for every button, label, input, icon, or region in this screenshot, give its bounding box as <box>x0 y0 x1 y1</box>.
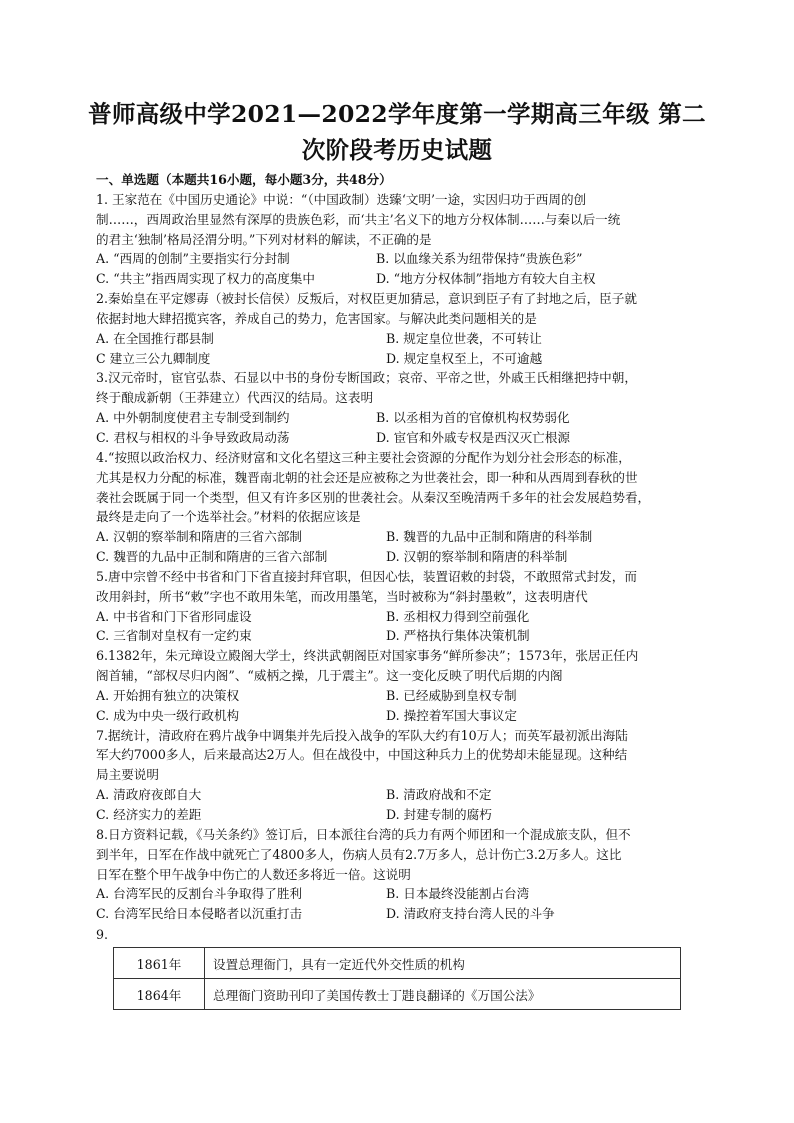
option-d: D. 操控着军国大事议定 <box>386 707 517 723</box>
option-row <box>96 805 702 825</box>
question-6 <box>96 646 702 725</box>
option-a: A. 清政府夜郎自大 <box>96 787 202 803</box>
option-d: D. 宦官和外戚专权是西汉灭亡根源 <box>376 429 570 445</box>
option-a: A. 中书省和门下省形同虚设 <box>96 608 252 624</box>
question-line: 尤其是权力分配的标准，魏晋南北朝的社会还是应被称之为世袭社会，即一种和从西周到春秋的世 <box>96 469 638 485</box>
question-7 <box>96 726 702 825</box>
option-a: A. 开始拥有独立的决策权 <box>96 687 240 703</box>
option-b: B. 魏晋的九品中正制和隋唐的科举制 <box>386 529 593 545</box>
question-line: 2.秦始皇在平定嫪毐（被封长信侯）反叛后，对权臣更加猜忌，意识到臣子有了封地之后，臣子就 <box>96 291 637 307</box>
option-a: A. “西周的创制”主要指实行分封制 <box>96 251 290 267</box>
option-a: A. 汉朝的察举制和隋唐的三省六部制 <box>96 529 303 545</box>
question-list <box>96 170 702 924</box>
title-line-1: 普师高级中学2021—2022学年度第一学期高三年级 第二 <box>88 100 706 128</box>
option-c: C. 君权与相权的斗争导致政局动荡 <box>96 429 290 445</box>
option-row <box>96 547 702 567</box>
question-line: 制……，西周政治里显然有深厚的贵族色彩，而‘共主’名义下的地方分权体制……与秦以后一统 <box>96 211 621 227</box>
option-d: D. 清政府支持台湾人民的斗争 <box>386 906 555 922</box>
option-d: D. 规定皇权至上，不可逾越 <box>386 350 543 366</box>
option-a: A. 在全国推行郡县制 <box>96 330 214 346</box>
question-line: 7.据统计，清政府在鸦片战争中调集并先后投入战争的军队大约有10万人；而英军最初派出海陆 <box>96 727 628 743</box>
option-row <box>96 269 702 289</box>
option-c: C. “共主”指西周实现了权力的高度集中 <box>96 271 315 287</box>
event-cell: 总理衙门资助刊印了美国传教士丁韪良翻译的《万国公法》 <box>205 979 681 1010</box>
question-5 <box>96 567 702 646</box>
table-row <box>114 979 681 1010</box>
option-row <box>96 408 702 428</box>
question-line: 3.汉元帝时，宦官弘恭、石显以中书的身份专断国政；哀帝、平帝之世，外戚王氏相继把持中朝， <box>96 370 637 386</box>
option-b: B. 丞相权力得到空前强化 <box>386 608 530 624</box>
question-8 <box>96 825 702 924</box>
title-line-2: 次阶段考历史试题 <box>301 136 493 164</box>
question-line: 1. 王家范在《中国历史通论》中说：“（中国政制）迭臻‘文明’一途，实因归功于西周的创 <box>96 191 587 207</box>
question-2 <box>96 289 702 368</box>
option-row <box>96 329 702 349</box>
option-d: D. 汉朝的察举制和隋唐的科举制 <box>386 549 568 565</box>
question-line: 6.1382年，朱元璋设立殿阁大学士，终洪武朝阁臣对国家事务“鲜所参决”；1573年，张居正任内 <box>96 648 639 664</box>
exam-title <box>0 96 794 168</box>
option-row <box>96 607 702 627</box>
question-line: 阁首辅，“部权尽归内阁”、“威柄之操，几于震主”。这一变化反映了明代后期的内阁 <box>96 668 563 684</box>
option-row <box>96 904 702 924</box>
section-heading: 一、单选题（本题共16小题，每小题3分，共48分） <box>96 172 392 187</box>
option-d: D. 封建专制的腐朽 <box>386 807 492 822</box>
option-row <box>96 785 702 805</box>
option-b: B. 日本最终没能割占台湾 <box>386 886 530 902</box>
option-b: B. 以血缘关系为纽带保持“贵族色彩” <box>376 251 583 267</box>
question-line: 4.“按照以政治权力、经济财富和文化名望这三种主要社会资源的分配作为划分社会形态的标准， <box>96 449 631 465</box>
option-row <box>96 349 702 369</box>
question-3 <box>96 368 702 447</box>
option-b: B. 已经威胁到皇权专制 <box>386 687 517 703</box>
question-line: 日军在整个甲午战争中伤亡的人数还多将近一倍。这说明 <box>96 866 411 882</box>
question-line: 的君主‘独制’格局泾渭分明。”下列对材料的解读，不正确的是 <box>96 231 432 247</box>
event-cell: 设置总理衙门，具有一定近代外交性质的机构 <box>205 948 681 979</box>
option-c: C 建立三公九卿制度 <box>96 350 211 366</box>
year-cell: 1861年 <box>114 948 205 979</box>
option-row <box>96 626 702 646</box>
option-c: C. 魏晋的九品中正制和隋唐的三省六部制 <box>96 549 328 565</box>
question-line: 终于酿成新朝（王莽建立）代西汉的结局。这表明 <box>96 390 374 406</box>
option-d: D. “地方分权体制”指地方有较大自主权 <box>376 271 596 287</box>
option-d: D. 严格执行集体决策机制 <box>386 628 530 644</box>
option-a: A. 台湾军民的反割台斗争取得了胜利 <box>96 886 303 902</box>
question-line: 到半年，日军在作战中就死亡了4800多人，伤病人员有2.7万多人，总计伤亡3.2万多人。这比 <box>96 846 622 862</box>
question-9-label: 9. <box>96 927 109 942</box>
question-line: 8.日方资料记载，《马关条约》签订后，日本派往台湾的兵力有两个师团和一个混成旅支队，但不 <box>96 826 631 842</box>
question-9-table <box>113 947 681 1010</box>
option-c: C. 成为中央一级行政机构 <box>96 707 240 723</box>
question-line: 5.唐中宗曾不经中书省和门下省直接封拜官职，但因心怯，装置诏敕的封袋，不敢照常式封发，而 <box>96 568 637 584</box>
option-row <box>96 686 702 706</box>
option-row <box>96 249 702 269</box>
option-row <box>96 884 702 904</box>
question-line: 军大约7000多人，后来最高达2万人。但在战役中，中国这种兵力上的优势却未能显现。这种结 <box>96 747 628 763</box>
option-b: B. 清政府战和不定 <box>386 787 492 803</box>
question-line: 最终是走向了一个选举社会。”材料的依据应该是 <box>96 509 361 525</box>
option-b: B. 规定皇位世袭，不可转让 <box>386 330 542 346</box>
option-c: C. 台湾军民给日本侵略者以沉重打击 <box>96 906 303 922</box>
option-row <box>96 428 702 448</box>
question-line: 依据封地大肆招揽宾客，养成自己的势力，危害国家。与解决此类问题相关的是 <box>96 310 537 326</box>
option-c: C. 三省制对皇权有一定约束 <box>96 628 252 644</box>
question-line: 改用斜封，所书“敕”字也不敢用朱笔，而改用墨笔，当时被称为“斜封墨敕”，这表明唐代 <box>96 588 588 604</box>
option-row <box>96 706 702 726</box>
question-1 <box>96 190 702 289</box>
question-line: 袭社会既属于同一个类型，但又有许多区别的世袭社会。从秦汉至晚清两千多年的社会发展趋势看， <box>96 489 651 505</box>
option-a: A. 中外朝制度使君主专制受到制约 <box>96 410 290 426</box>
option-b: B. 以丞相为首的官僚机构权势弱化 <box>376 410 570 426</box>
question-4 <box>96 448 702 567</box>
option-row <box>96 527 702 547</box>
option-c: C. 经济实力的差距 <box>96 807 202 822</box>
year-cell: 1864年 <box>114 979 205 1010</box>
question-line: 局主要说明 <box>96 767 159 783</box>
table-row <box>114 948 681 979</box>
